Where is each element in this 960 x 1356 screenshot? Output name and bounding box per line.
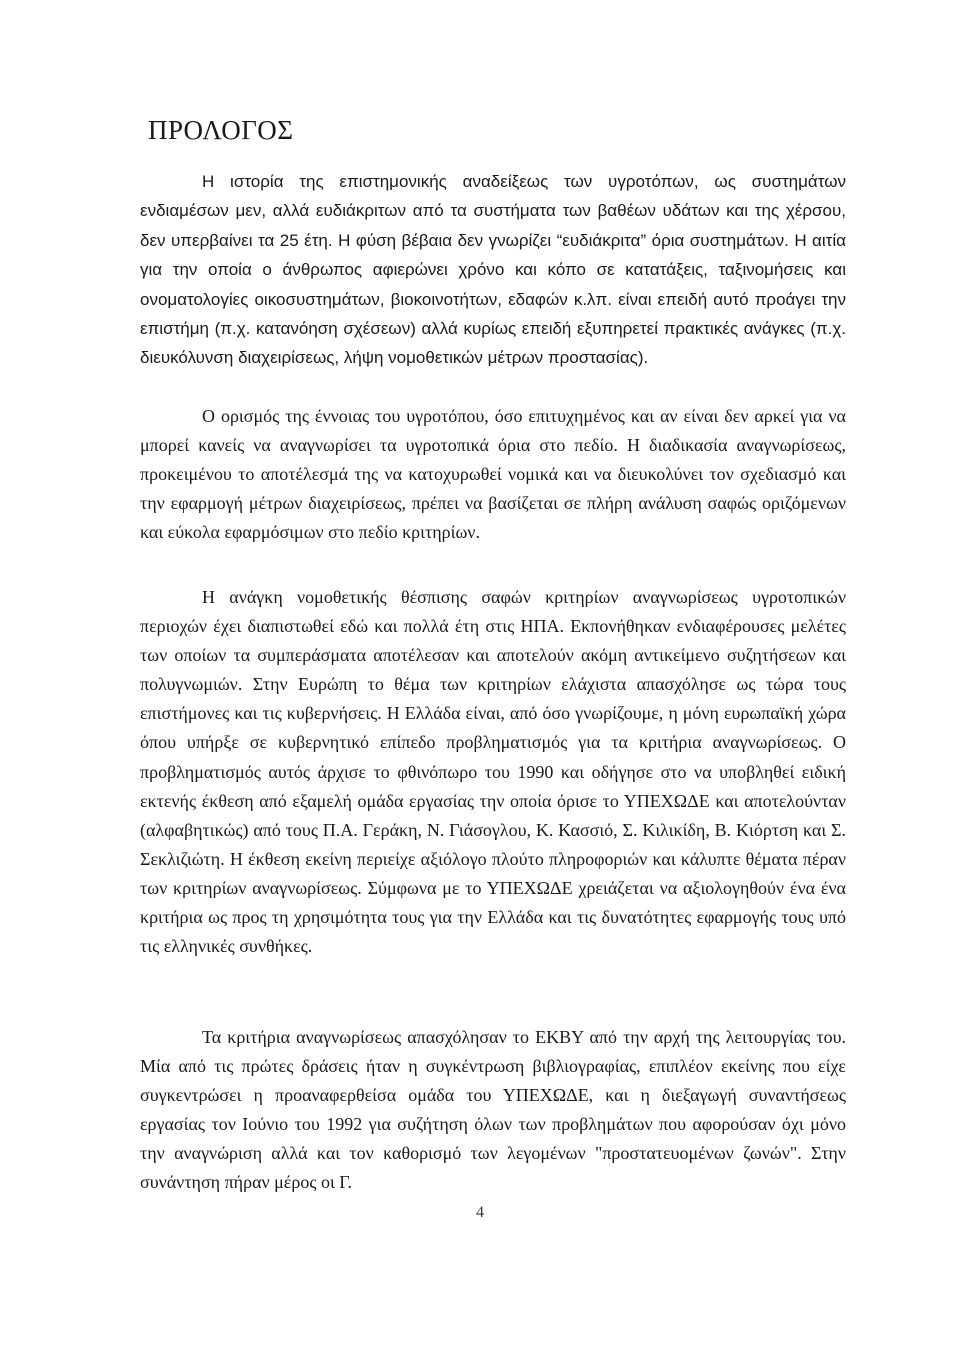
page-title: ΠΡΟΛΟΓΟΣ [148,115,294,145]
paragraph-4: Τα κριτήρια αναγνωρίσεως απασχόλησαν το ΕΚΒΥ από την αρχή της λειτουργίας του. Μία από τις πρώτες δράσεις ήταν η συγκέντρωση βιβλιογραφίας, επιπλέον εκείνης που είχε συγκεντρώσει η προαναφερθείσα ομάδα του ΥΠΕΧΩΔΕ, και η διεξαγωγή συναντήσεως εργασίας τον Ιούνιο του 1992 για συζήτηση όλων των προβλημάτων που αφορούσαν όχι μόνο την αναγνώριση αλλά και τον καθορισμό των λεγομένων "προστατευομένων ζωνών". Στην συνάντηση πήραν μέρος οι Γ. [140,1027,846,1193]
paragraph-1: Η ιστορία της επιστημονικής αναδείξεως των υγροτόπων, ως συστημάτων ενδιαμέσων μεν, αλλά ευδιάκριτων από τα συστήματα των βαθέων υδάτων και της χέρσου, δεν υπερβαίνει τα 25 έτη. Η φύση βέβαια δεν γνωρίζει “ευδιάκριτα” όρια συστημάτων. Η αιτία για την οποία ο άνθρωπος αφιερώνει χρόνο και κόπο σε κατατάξεις, ταξινομήσεις και ονοματολογίες οικοσυστημάτων, βιοκοινοτήτων, εδαφών κ.λπ. είναι επειδή αυτό προάγει την επιστήμη (π.χ. κατανόηση σχέσεων) αλλά κυρίως επειδή εξυπηρετεί πρακτικές ανάγκες (π.χ. διευκόλυνση διαχειρίσεως, λήψη νομοθετικών μέτρων προστασίας). [140,172,846,368]
paragraph-2: Ο ορισμός της έννοιας του υγροτόπου, όσο επιτυχημένος και αν είναι δεν αρκεί για να μπορεί κανείς να αναγνωρίσει τα υγροτοπικά όρια στο πεδίο. Η διαδικασία αναγνωρίσεως, προκειμένου το αποτέλεσμά της να κατοχυρωθεί νομικά και να διευκολύνει τον σχεδιασμό και την εφαρμογή μέτρων διαχειρίσεως, πρέπει να βασίζεται σε πλήρη ανάλυση σαφώς οριζόμενων και εύκολα εφαρμόσιμων στο πεδίο κριτηρίων. [140,406,846,543]
page-number: 4 [476,1204,484,1221]
paragraph-3: Η ανάγκη νομοθετικής θέσπισης σαφών κριτηρίων αναγνωρίσεως υγροτοπικών περιοχών έχει διαπιστωθεί εδώ και πολλά έτη στις ΗΠΑ. Εκπονήθηκαν ενδιαφέρουσες μελέτες των οποίων τα συμπεράσματα αποτέλεσαν και αποτελούν ακόμη αντικείμενο συζητήσεων και πολυγνωμιών. Στην Ευρώπη το θέμα των κριτηρίων ελάχιστα απασχόλησε ως τώρα τους επιστήμονες και τις κυβερνήσεις. Η Ελλάδα είναι, από όσο γνωρίζουμε, η μόνη ευρωπαϊκή χώρα όπου υπήρξε σε κυβερνητικό επίπεδο προβληματισμός για τα κριτήρια αναγνωρίσεως. Ο προβληματισμός αυτός άρχισε το φθινόπωρο του 1990 και οδήγησε στο να υποβληθεί ειδική εκτενής έκθεση από εξαμελή ομάδα εργασίας την οποία όρισε το ΥΠΕΧΩΔΕ και αποτελούνταν (αλφαβητικώς) από τους Π.Α. Γεράκη, Ν. Γιάσογλου, Κ. Κασσιό, Σ. Κιλικίδη, Β. Κιόρτση και Σ. Σεκλιζιώτη. Η έκθεση εκείνη περιείχε αξιόλογο πλούτο πληροφοριών και κάλυπτε θέματα πέραν των κριτηρίων αναγνωρίσεως. Σύμφωνα με το ΥΠΕΧΩΔΕ χρειάζεται να αξιολογηθούν ένα ένα κριτήρια ως προς τη χρησιμότητα τους για την Ελλάδα και τις δυνατότητες εφαρμογής τους υπό τις ελληνικές συνθήκες. [140,587,846,957]
